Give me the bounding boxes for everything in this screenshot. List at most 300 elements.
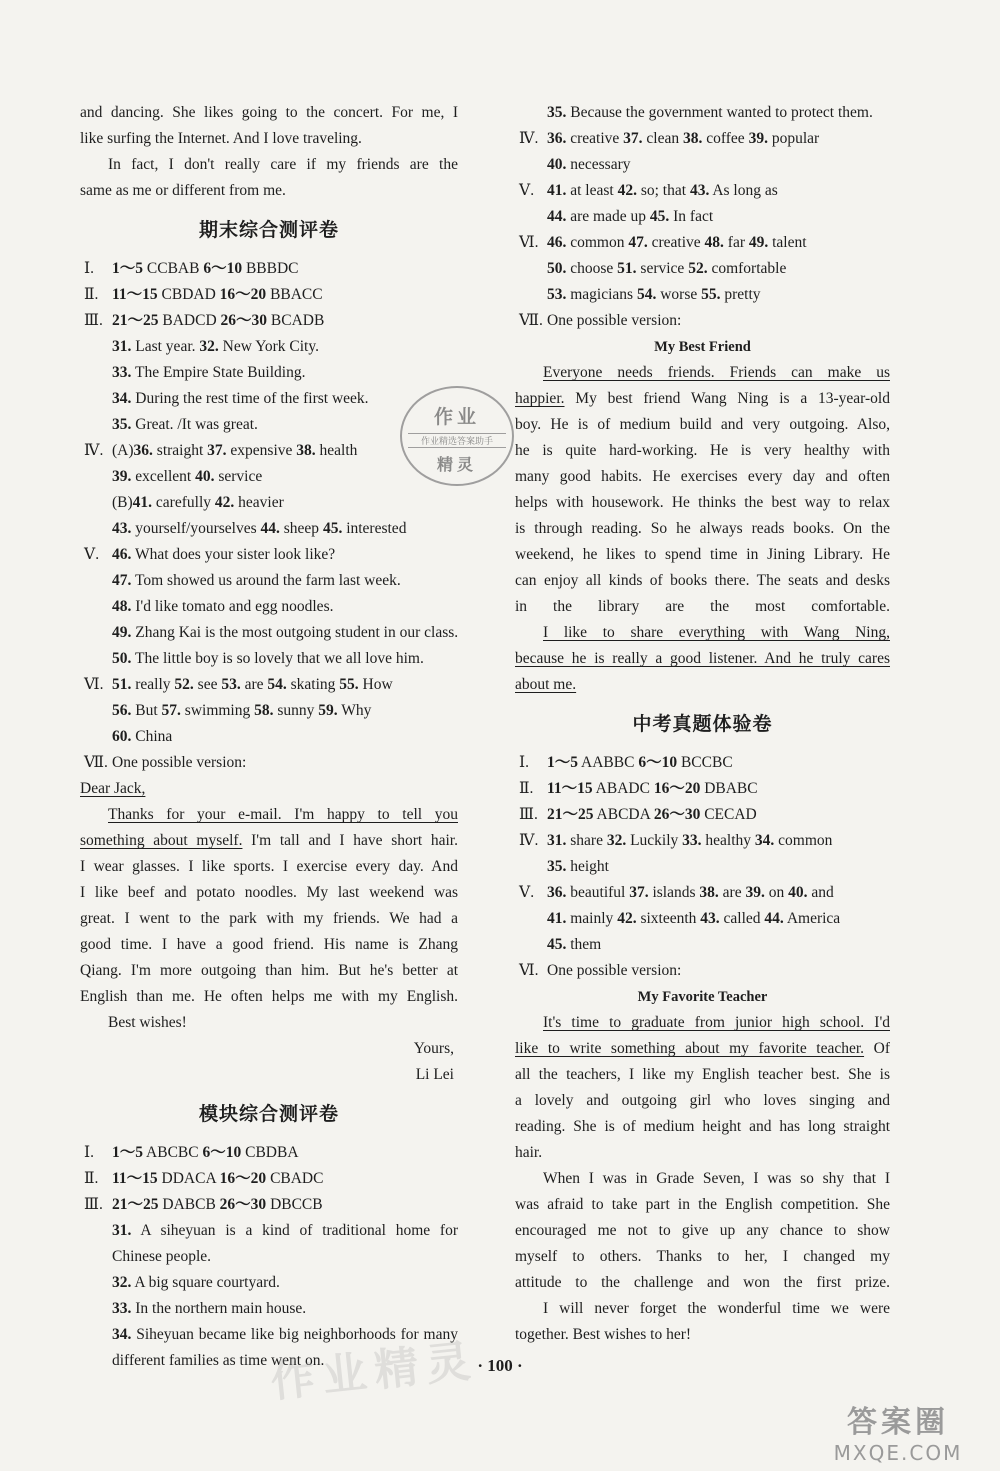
text-line: I like to share everything with Wang Ning, xyxy=(543,624,890,641)
answer-text: BBACC xyxy=(266,286,323,303)
answer-text: I'd like tomato and egg noodles. xyxy=(131,598,334,615)
question-number: 36. xyxy=(133,442,153,459)
answer-text: excellent xyxy=(131,468,196,485)
text-line: great. I went to the park with my friends. We had a xyxy=(80,910,458,927)
answer-line xyxy=(80,282,458,308)
question-number: 60. xyxy=(112,728,132,745)
stamp-top-text: 作业 xyxy=(433,406,480,428)
answer-line xyxy=(515,854,890,880)
question-number: 6～10 xyxy=(638,754,678,771)
text-line: myself to others. Thanks to her, I changed my xyxy=(515,1248,890,1265)
answer-line xyxy=(515,958,890,984)
text-line: because he is really a good listener. And he truly cares xyxy=(515,650,890,667)
question-number: 40. xyxy=(788,884,808,901)
answer-line xyxy=(515,776,890,802)
text-line: a lovely and outgoing girl who loves singing and xyxy=(515,1092,890,1109)
answer-text: islands xyxy=(648,884,700,901)
answer-text: America xyxy=(783,910,841,927)
text-line: helps with housework. He thinks the best way to relax xyxy=(515,494,890,511)
answer-text: common xyxy=(774,832,833,849)
answer-line xyxy=(515,126,890,152)
answer-text: sheep xyxy=(279,520,323,537)
question-number: 48. xyxy=(704,234,724,251)
answer-line xyxy=(515,256,890,282)
right-column xyxy=(515,100,890,1348)
roman-numeral: Ⅶ. xyxy=(519,312,543,329)
question-number: 38. xyxy=(699,884,719,901)
answer-text: One possible version: xyxy=(547,312,682,329)
corner-logo-text: 答案圈 xyxy=(847,1405,949,1440)
answer-text: A big square courtyard. xyxy=(131,1274,280,1291)
answer-text: heavier xyxy=(234,494,284,511)
question-number: 47. xyxy=(628,234,648,251)
text-line: like surfing the Internet. And I love traveling. xyxy=(80,130,362,147)
answer-line xyxy=(80,1270,458,1296)
question-number: 34. xyxy=(112,1326,132,1343)
roman-numeral: Ⅶ. xyxy=(84,754,108,771)
roman-numeral: Ⅱ. xyxy=(84,286,99,303)
question-number: 37. xyxy=(207,442,227,459)
question-number: 37. xyxy=(629,884,649,901)
question-number: 45. xyxy=(547,936,567,953)
answer-line xyxy=(515,308,890,334)
question-number: 38. xyxy=(296,442,316,459)
answer-text: see xyxy=(193,676,222,693)
answer-text: talent xyxy=(768,234,807,251)
answer-text: health xyxy=(315,442,358,459)
roman-numeral: Ⅳ. xyxy=(84,442,104,459)
answer-text: DBCCB xyxy=(266,1196,323,1213)
text-line: I wear glasses. I like sports. I exercise every day. And xyxy=(80,858,458,875)
answer-text: CBDAD xyxy=(157,286,220,303)
answer-text: magicians xyxy=(566,286,637,303)
answer-text: The little boy is so lovely that we all love him. xyxy=(131,650,424,667)
roman-numeral: Ⅰ. xyxy=(519,754,529,771)
text-line: I will never forget the wonderful time we were xyxy=(543,1300,890,1317)
question-number: 1～5 xyxy=(112,260,144,277)
underlined-text: happier. xyxy=(515,390,565,407)
answer-text: expensive xyxy=(226,442,297,459)
answer-text: Luckily xyxy=(626,832,683,849)
roman-numeral: Ⅲ. xyxy=(519,806,538,823)
question-number: 35. xyxy=(547,104,567,121)
roman-numeral: Ⅱ. xyxy=(84,1170,99,1187)
answer-text: During the rest time of the first week. xyxy=(131,390,369,407)
question-number: 56. xyxy=(112,702,132,719)
question-number: 26～30 xyxy=(653,806,701,823)
question-number: 42. xyxy=(214,494,235,511)
answer-text: ABCDA xyxy=(593,806,654,823)
answer-text: What does your sister look like? xyxy=(131,546,336,563)
text-line xyxy=(515,1036,890,1062)
answer-text: them xyxy=(566,936,602,953)
text-line: weekend, he likes to spend time in Jining Library. He xyxy=(515,546,890,563)
question-number: 35. xyxy=(547,858,567,875)
roman-numeral: Ⅱ. xyxy=(519,780,534,797)
answer-text: are made up xyxy=(566,208,650,225)
section-heading: 期末综合测评卷 xyxy=(198,219,339,241)
question-number: 31. xyxy=(112,1222,132,1239)
page-number: · 100 · xyxy=(477,1356,523,1375)
text-line: In fact, I don't really care if my friends are the xyxy=(108,156,458,173)
left-column xyxy=(80,100,458,1374)
text-span: Of xyxy=(864,1040,890,1057)
answer-text: The Empire State Building. xyxy=(131,364,306,381)
answer-line xyxy=(80,360,458,386)
question-number: 33. xyxy=(112,1300,132,1317)
roman-numeral: Ⅵ. xyxy=(84,676,104,693)
question-number: 31. xyxy=(112,338,132,355)
answer-text: share xyxy=(566,832,607,849)
corner-logo-url: MXQE.COM xyxy=(833,1441,963,1465)
essay-title: My Best Friend xyxy=(654,339,751,355)
answer-text: ABADC xyxy=(592,780,654,797)
question-number: 43. xyxy=(112,520,132,537)
answer-text: far xyxy=(723,234,749,251)
question-number: 59. xyxy=(318,702,338,719)
answer-line xyxy=(515,100,890,126)
answer-text: AABBC xyxy=(578,754,639,771)
question-number: 51. xyxy=(112,676,132,693)
answer-text: carefully xyxy=(152,494,215,511)
answer-text: comfortable xyxy=(707,260,787,277)
text-line: together. Best wishes to her! xyxy=(515,1326,692,1343)
question-number: 40. xyxy=(547,156,567,173)
question-number: 44. xyxy=(547,208,567,225)
answer-line xyxy=(515,906,890,932)
answer-text: creative xyxy=(566,130,624,147)
answer-line xyxy=(80,750,458,776)
question-number: 6～10 xyxy=(202,1144,242,1161)
answer-text: different families as time went on. xyxy=(112,1352,325,1369)
question-number: 41. xyxy=(547,910,567,927)
answer-text: straight xyxy=(152,442,208,459)
roman-numeral: Ⅴ. xyxy=(519,182,535,199)
answer-line xyxy=(80,516,458,542)
answer-text: sunny xyxy=(273,702,319,719)
question-number: 39. xyxy=(112,468,132,485)
text-line: attitude to the challenge and won the first prize. xyxy=(515,1274,890,1291)
answer-text: As long as xyxy=(709,182,778,199)
answer-line xyxy=(80,724,458,750)
question-number: 1～5 xyxy=(112,1144,144,1161)
answer-line xyxy=(515,802,890,828)
answer-line xyxy=(80,1192,458,1218)
roman-numeral: Ⅳ. xyxy=(519,130,539,147)
question-number: 34. xyxy=(112,390,132,407)
question-number: 40. xyxy=(195,468,215,485)
question-number: 35. xyxy=(112,416,132,433)
answer-text: BADCD xyxy=(158,312,221,329)
answer-text: New York City. xyxy=(218,338,319,355)
answer-line xyxy=(80,1140,458,1166)
text-line: in the library are the most comfortable. xyxy=(515,598,890,615)
answer-line xyxy=(80,1218,458,1244)
answer-text: popular xyxy=(767,130,820,147)
question-number: 45. xyxy=(322,520,343,537)
text-line: he is quite hard-working. He is very healthy with xyxy=(515,442,890,459)
answer-text: Because the government wanted to protect them. xyxy=(566,104,873,121)
text-line: reading. She is of medium height and has long straight xyxy=(515,1118,890,1135)
text-line: is through reading. So he always reads books. On the xyxy=(515,520,890,537)
answer-text: Last year. xyxy=(131,338,200,355)
text-line: Best wishes! xyxy=(108,1014,187,1031)
question-number: 11～15 xyxy=(112,1170,158,1187)
answer-text: But xyxy=(131,702,162,719)
question-number: 52. xyxy=(688,260,708,277)
text-line: all the teachers, I like my English teacher best. She is xyxy=(515,1066,890,1083)
text-line: same as me or different from me. xyxy=(80,182,286,199)
answer-line xyxy=(515,204,890,230)
stamp-logo xyxy=(400,386,514,486)
question-number: 44. xyxy=(764,910,784,927)
question-number: 43. xyxy=(689,182,710,199)
answer-text: coffee xyxy=(702,130,749,147)
question-number: 33. xyxy=(682,832,702,849)
question-number: 51. xyxy=(617,260,637,277)
answer-line xyxy=(80,620,458,646)
answer-text: In the northern main house. xyxy=(131,1300,307,1317)
question-number: 43. xyxy=(700,910,720,927)
answer-line xyxy=(515,282,890,308)
question-number: 38. xyxy=(683,130,703,147)
answer-line xyxy=(80,646,458,672)
answer-text: healthy xyxy=(701,832,755,849)
question-number: 16～20 xyxy=(219,286,267,303)
answer-text: Chinese people. xyxy=(112,1248,212,1265)
answer-line xyxy=(80,542,458,568)
answer-text: BBBDC xyxy=(242,260,299,277)
question-number: 16～20 xyxy=(219,1170,267,1187)
question-number: 41. xyxy=(132,494,153,511)
answer-text: creative xyxy=(647,234,705,251)
answer-text: necessary xyxy=(566,156,631,173)
answer-line xyxy=(515,750,890,776)
text-span: My best friend Wang Ning is a 13-year-old xyxy=(564,390,890,407)
answer-text: CCBAB xyxy=(143,260,204,277)
text-line: Everyone needs friends. Friends can make us xyxy=(543,364,890,381)
answer-text: and xyxy=(807,884,834,901)
question-number: 50. xyxy=(112,650,132,667)
answer-text: How xyxy=(358,676,393,693)
roman-numeral: Ⅲ. xyxy=(84,312,103,329)
question-number: 45. xyxy=(649,208,670,225)
stamp-bottom-text: 精灵 xyxy=(436,455,477,474)
roman-numeral: Ⅴ. xyxy=(519,884,535,901)
question-number: 44. xyxy=(260,520,280,537)
roman-numeral: Ⅳ. xyxy=(519,832,539,849)
answer-line xyxy=(515,932,890,958)
roman-numeral: Ⅵ. xyxy=(519,234,539,251)
answer-text: Zhang Kai is the most outgoing student in our class. xyxy=(131,624,459,641)
text-line: good time. I have a good friend. His name is Zhang xyxy=(80,936,458,953)
question-number: 26～30 xyxy=(220,312,268,329)
roman-numeral: Ⅰ. xyxy=(84,1144,94,1161)
text-line: Li Lei xyxy=(415,1066,454,1083)
watermark-bottom: 作业精灵 xyxy=(268,1335,481,1408)
answer-line xyxy=(515,152,890,178)
answer-text: ABCBC xyxy=(143,1144,203,1161)
answer-text: are xyxy=(718,884,746,901)
text-line: was afraid to take part in the English competition. She xyxy=(515,1196,890,1213)
question-number: 34. xyxy=(754,832,775,849)
answer-text: sixteenth xyxy=(636,910,701,927)
question-number: 42. xyxy=(617,182,637,199)
answer-line xyxy=(80,334,458,360)
text-line: many good habits. He exercises every day and often xyxy=(515,468,890,485)
question-number: 49. xyxy=(748,234,769,251)
answer-text: common xyxy=(566,234,629,251)
text-line: and dancing. She likes going to the concert. For me, I xyxy=(80,104,458,121)
answer-line xyxy=(80,1244,458,1270)
answer-text: clean xyxy=(642,130,683,147)
answer-line xyxy=(80,568,458,594)
answer-text: DBABC xyxy=(700,780,758,797)
answer-line xyxy=(515,880,890,906)
answer-text: CECAD xyxy=(700,806,757,823)
question-number: 58. xyxy=(254,702,274,719)
answer-text: interested xyxy=(342,520,407,537)
question-number: 21～25 xyxy=(112,312,159,329)
text-line: Qiang. I'm more outgoing than him. But he's better at xyxy=(80,962,458,979)
question-number: 36. xyxy=(547,130,567,147)
question-number: 39. xyxy=(745,884,765,901)
corner-logo xyxy=(808,1397,988,1467)
essay-title: My Favorite Teacher xyxy=(637,989,768,1005)
answer-line xyxy=(80,490,458,516)
question-number: 11～15 xyxy=(547,780,593,797)
answer-text: DDACA xyxy=(157,1170,220,1187)
question-number: 37. xyxy=(623,130,643,147)
answer-text: Siheyuan became like big neighborhoods for many xyxy=(131,1326,458,1343)
answer-line xyxy=(515,828,890,854)
answer-text: choose xyxy=(566,260,618,277)
answer-text: CBDBA xyxy=(241,1144,299,1161)
answer-text: skating xyxy=(286,676,340,693)
answer-line xyxy=(515,178,890,204)
question-number: 53. xyxy=(547,286,567,303)
text-line: Dear Jack, xyxy=(80,780,146,797)
question-number: 55. xyxy=(701,286,721,303)
question-number: 21～25 xyxy=(112,1196,159,1213)
answer-text: BCADB xyxy=(267,312,325,329)
question-number: 55. xyxy=(339,676,359,693)
answer-text: beautiful xyxy=(566,884,630,901)
question-number: 52. xyxy=(174,676,194,693)
question-number: 26～30 xyxy=(219,1196,267,1213)
answer-text: height xyxy=(566,858,609,875)
answer-line xyxy=(80,1166,458,1192)
text-line: English than me. He often helps me with my English. xyxy=(80,988,458,1005)
answer-text: service xyxy=(636,260,689,277)
text-line: When I was in Grade Seven, I was so shy that I xyxy=(543,1170,890,1187)
answer-line xyxy=(80,1296,458,1322)
answer-line xyxy=(515,230,890,256)
question-number: 48. xyxy=(112,598,132,615)
answer-text: DABCB xyxy=(158,1196,220,1213)
answer-line xyxy=(80,256,458,282)
question-number: 11～15 xyxy=(112,286,158,303)
answer-text: pretty xyxy=(720,286,761,303)
question-number: 47. xyxy=(112,572,132,589)
text-line: boy. He is of medium build and very outgoing. Also, xyxy=(515,416,890,433)
answer-line xyxy=(80,308,458,334)
answer-text: are xyxy=(240,676,268,693)
question-number: 32. xyxy=(606,832,627,849)
question-number: 33. xyxy=(112,364,132,381)
text-span: I'm tall and I have short hair. xyxy=(242,832,458,849)
answer-text: Tom showed us around the farm last week. xyxy=(131,572,401,589)
answer-text: Great. /It was great. xyxy=(131,416,258,433)
answer-text: really xyxy=(131,676,175,693)
text-line: Thanks for your e-mail. I'm happy to tell you xyxy=(108,806,458,823)
answer-text: One possible version: xyxy=(547,962,682,979)
answer-text: at least xyxy=(566,182,618,199)
section-heading: 中考真题体验卷 xyxy=(632,713,773,735)
question-number: 39. xyxy=(748,130,768,147)
roman-numeral: Ⅵ. xyxy=(519,962,539,979)
text-line xyxy=(515,386,890,412)
answer-text: (A) xyxy=(112,442,134,459)
question-number: 16～20 xyxy=(653,780,701,797)
answer-text: CBADC xyxy=(266,1170,324,1187)
text-line: can enjoy all kinds of books there. The seats and desks xyxy=(515,572,890,589)
stamp-middle-text: 作业精选答案助手 xyxy=(408,433,506,448)
answer-text: swimming xyxy=(180,702,255,719)
answer-line xyxy=(80,698,458,724)
answer-text: BCCBC xyxy=(677,754,733,771)
text-line: Yours, xyxy=(413,1040,454,1057)
roman-numeral: Ⅰ. xyxy=(84,260,94,277)
underlined-text: like to write something about my favorite teacher. xyxy=(515,1040,865,1057)
question-number: 50. xyxy=(547,260,567,277)
question-number: 49. xyxy=(112,624,132,641)
answer-line xyxy=(80,594,458,620)
question-number: 54. xyxy=(267,676,287,693)
question-number: 32. xyxy=(112,1274,132,1291)
text-line: hair. xyxy=(515,1144,543,1161)
underlined-text: something about myself. xyxy=(80,832,243,849)
text-line: I like beef and potato noodles. My last weekend was xyxy=(80,884,458,901)
answer-text: China xyxy=(131,728,173,745)
question-number: 6～10 xyxy=(203,260,243,277)
answer-text: yourself/yourselves xyxy=(131,520,261,537)
question-number: 31. xyxy=(547,832,567,849)
answer-text: In fact xyxy=(669,208,714,225)
section-heading: 模块综合测评卷 xyxy=(198,1103,339,1125)
answer-text: called xyxy=(719,910,765,927)
question-number: 42. xyxy=(617,910,637,927)
text-line: It's time to graduate from junior high school. I'd xyxy=(543,1014,890,1031)
answer-text: Why xyxy=(337,702,372,719)
question-number: 1～5 xyxy=(547,754,579,771)
answer-text: (B) xyxy=(112,494,133,511)
answer-text: A siheyuan is a kind of traditional home for xyxy=(131,1222,458,1239)
question-number: 21～25 xyxy=(547,806,594,823)
roman-numeral: Ⅴ. xyxy=(84,546,100,563)
answer-text: on xyxy=(764,884,789,901)
text-line: encouraged me not to give up any chance to show xyxy=(515,1222,890,1239)
question-number: 32. xyxy=(199,338,219,355)
question-number: 54. xyxy=(636,286,657,303)
answer-line xyxy=(80,672,458,698)
question-number: 46. xyxy=(112,546,132,563)
text-line: about me. xyxy=(515,676,577,693)
question-number: 41. xyxy=(547,182,567,199)
question-number: 36. xyxy=(547,884,567,901)
answer-text: service xyxy=(214,468,263,485)
answer-text: so; that xyxy=(636,182,690,199)
